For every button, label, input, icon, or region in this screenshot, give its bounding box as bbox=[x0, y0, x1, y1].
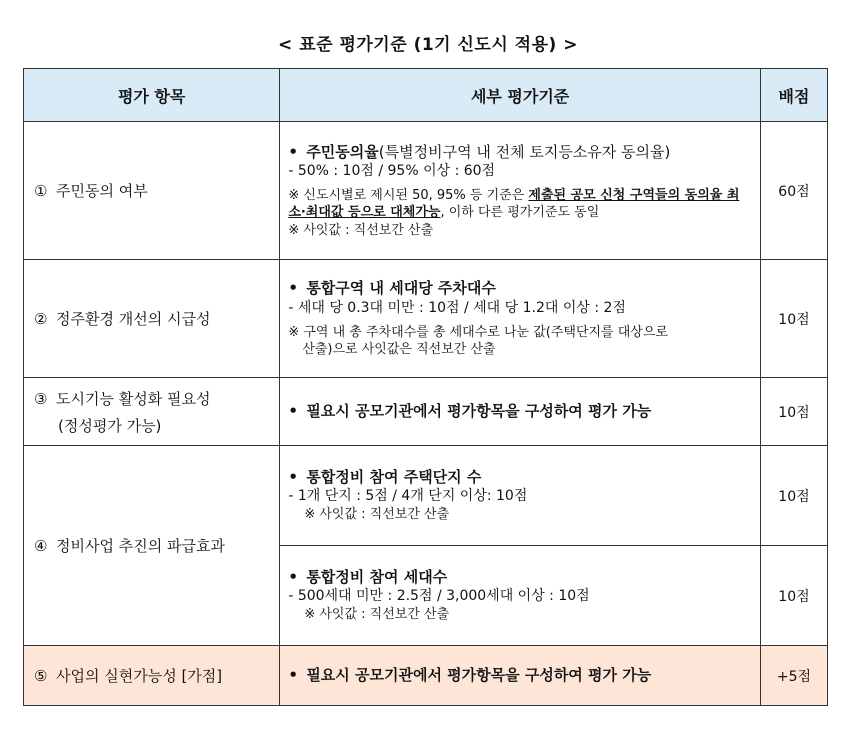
item-label: 정주환경 개선의 시급성 bbox=[56, 310, 211, 328]
detail-note: 산출)으로 사잇값은 직선보간 산출 bbox=[302, 342, 496, 358]
detail-cell: • 통합정비 참여 세대수 - 500세대 미만 : 2.5점 / 3,000세대 이상 : 10점 ※ 사잇값 : 직선보간 산출 bbox=[280, 546, 761, 646]
detail-bullet-rest: (특별정비구역 내 전체 토지등소유자 동의율) bbox=[378, 142, 671, 161]
score-cell: 10점 bbox=[760, 546, 827, 646]
page-title: < 표준 평가기준 (1기 신도시 적용) > bbox=[278, 35, 578, 55]
detail-line: - 500세대 미만 : 2.5점 / 3,000세대 이상 : 10점 bbox=[288, 588, 590, 605]
detail-note-underlined: 제출된 공모 신청 구역들의 동의율 최소·최대값 등으로 대체가능 bbox=[288, 187, 740, 221]
item-number: ② bbox=[34, 310, 48, 328]
detail-cell: • 주민동의율(특별정비구역 내 전체 토지등소유자 동의율) - 50% : 10점 / 95% 이상 : 60점 ※ 신도시별로 제시된 50, 95% 등 기준은 제출된 공모 신청 구역들의 동의율 최소·최대값 등으로 대체가능, 이하 다른 평가기준도 동일 ※ 사잇값 : 직선보간 산출 bbox=[280, 122, 761, 260]
detail-cell: • 통합정비 참여 주택단지 수 - 1개 단지 : 5점 / 4개 단지 이상: 10점 ※ 사잇값 : 직선보간 산출 bbox=[280, 446, 761, 546]
table-row bbox=[24, 122, 828, 260]
item-number: ③ bbox=[34, 389, 48, 408]
header-detail: 세부 평가기준 bbox=[280, 69, 761, 122]
item-number: ⑤ bbox=[34, 667, 48, 685]
item-number: ① bbox=[34, 182, 48, 200]
detail-bullet: 주민동의율 bbox=[306, 142, 379, 161]
item-label: 정비사업 추진의 파급효과 bbox=[56, 537, 225, 555]
detail-bullet: 필요시 공모기관에서 평가항목을 구성하여 평가 가능 bbox=[306, 666, 652, 685]
detail-note-tail: , 이하 다른 평가기준도 동일 bbox=[440, 205, 600, 221]
evaluation-table bbox=[23, 68, 828, 706]
detail-bullet: 통합구역 내 세대당 주차대수 bbox=[306, 279, 496, 298]
item-cell bbox=[24, 260, 280, 378]
header-item: 평가 항목 bbox=[24, 69, 280, 122]
header-score: 배점 bbox=[760, 69, 827, 122]
table-row bbox=[24, 260, 828, 378]
score-cell: 10점 bbox=[760, 260, 827, 378]
item-number: ④ bbox=[34, 537, 48, 555]
item-label: 도시기능 활성화 필요성 bbox=[56, 389, 211, 408]
table-row bbox=[24, 446, 828, 546]
detail-line: - 1개 단지 : 5점 / 4개 단지 이상: 10점 bbox=[288, 488, 528, 505]
table-row bbox=[24, 378, 828, 446]
item-label: 사업의 실현가능성 [가점] bbox=[56, 667, 223, 685]
detail-note: ※ 사잇값 : 직선보간 산출 bbox=[288, 222, 434, 238]
detail-note: ※ 사잇값 : 직선보간 산출 bbox=[304, 507, 450, 523]
item-cell bbox=[24, 122, 280, 260]
item-cell bbox=[24, 446, 280, 646]
detail-bullet: 필요시 공모기관에서 평가항목을 구성하여 평가 가능 bbox=[306, 402, 652, 421]
detail-bullet: 통합정비 참여 주택단지 수 bbox=[306, 468, 482, 487]
item-cell bbox=[24, 378, 280, 446]
detail-cell: • 통합구역 내 세대당 주차대수 - 세대 당 0.3대 미만 : 10점 / 세대 당 1.2대 이상 : 2점 ※ 구역 내 총 주차대수를 총 세대수로 나눈 값(주택단지를 대상으로 산출)으로 사잇값은 직선보간 산출 bbox=[280, 260, 761, 378]
score-cell: 60점 bbox=[760, 122, 827, 260]
table-header-row bbox=[24, 69, 828, 122]
detail-note: ※ 사잇값 : 직선보간 산출 bbox=[304, 607, 450, 623]
item-sublabel: (정성평가 가능) bbox=[58, 416, 162, 435]
detail-line: - 세대 당 0.3대 미만 : 10점 / 세대 당 1.2대 이상 : 2점 bbox=[288, 299, 626, 316]
item-cell bbox=[24, 646, 280, 706]
detail-bullet: 통합정비 참여 세대수 bbox=[306, 568, 448, 587]
detail-note: ※ 신도시별로 제시된 50, 95% 등 기준은 bbox=[288, 187, 529, 203]
item-label: 주민동의 여부 bbox=[56, 182, 148, 200]
detail-line: - 50% : 10점 / 95% 이상 : 60점 bbox=[288, 162, 496, 179]
table-row bbox=[24, 646, 828, 706]
detail-cell: • 필요시 공모기관에서 평가항목을 구성하여 평가 가능 bbox=[280, 378, 761, 446]
score-cell: +5점 bbox=[760, 646, 827, 706]
detail-cell: • 필요시 공모기관에서 평가항목을 구성하여 평가 가능 bbox=[280, 646, 761, 706]
detail-note: ※ 구역 내 총 주차대수를 총 세대수로 나눈 값(주택단지를 대상으로 bbox=[288, 324, 668, 340]
score-cell: 10점 bbox=[760, 446, 827, 546]
score-cell: 10점 bbox=[760, 378, 827, 446]
